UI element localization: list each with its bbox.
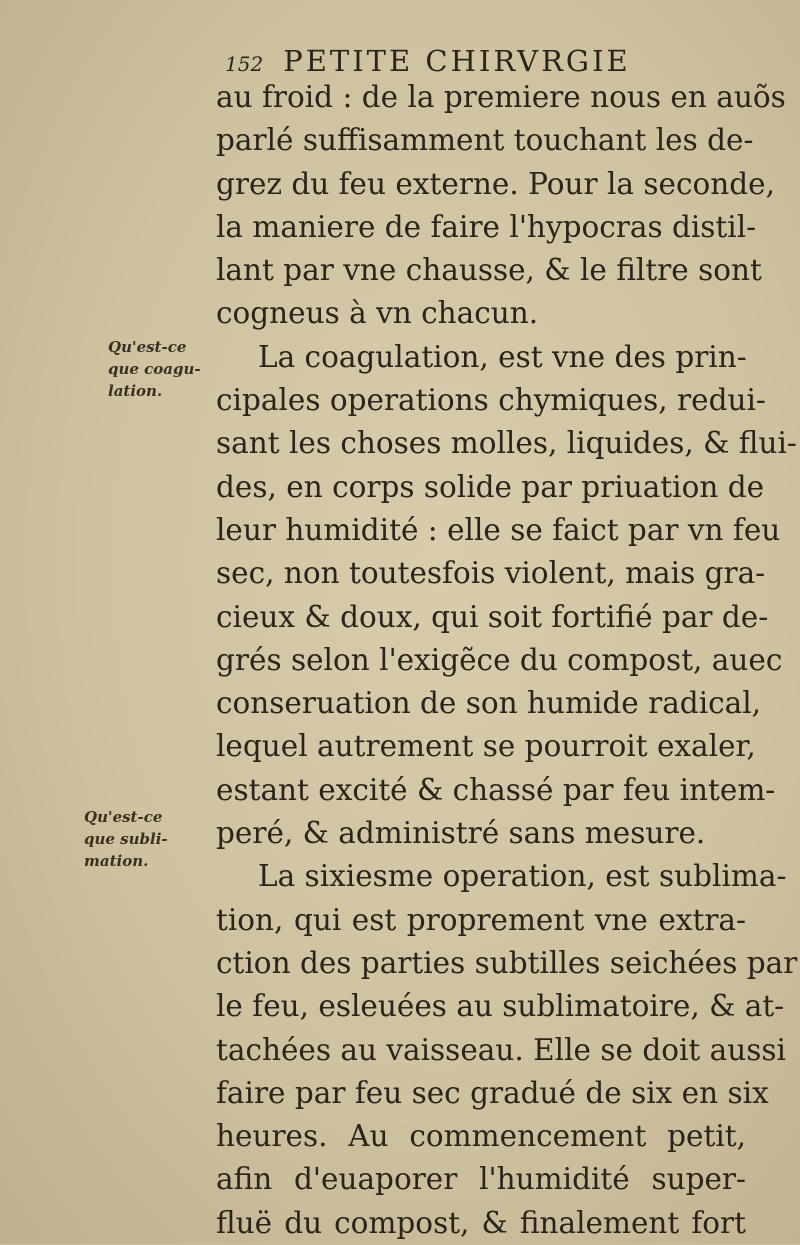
text-line: estant excité & chassé par feu intem-	[216, 772, 776, 807]
text-line: faire par feu sec gradué de six en six	[216, 1075, 769, 1110]
margin-note-coagulation	[108, 336, 201, 402]
margin-note-sublimation	[84, 806, 168, 872]
text-line: cipales operations chymiques, redui-	[216, 383, 766, 418]
text-line: au froid : de la premiere nous en auõs	[216, 80, 786, 114]
text-line: grez du feu externe. Pour la seconde,	[216, 166, 775, 201]
text-line: sant les choses molles, liquides, & flui-	[216, 426, 797, 461]
text-line: grés selon l'exigẽce du compost, auec	[216, 642, 783, 677]
text-line: le feu, esleuées au sublimatoire, & at-	[216, 989, 785, 1024]
text-line: la maniere de faire l'hypocras distil-	[216, 209, 757, 244]
text-line: lant par vne chausse, & le filtre sont	[216, 253, 762, 288]
margin-note-line: que subli-	[84, 830, 168, 848]
page-number: 152	[225, 52, 264, 76]
margin-note-line: Qu'est-ce	[108, 338, 187, 356]
text-line: lequel autrement se pourroit exaler,	[216, 729, 756, 764]
text-line: ction des parties subtilles seichées par	[216, 945, 798, 980]
margin-note-line: que coagu-	[108, 360, 201, 378]
text-line: parlé suffisamment touchant les de-	[216, 123, 754, 158]
text-line: sec, non toutesfois violent, mais gra-	[216, 556, 766, 591]
paragraph-start-line: La sixiesme operation, est sublima-	[258, 859, 787, 894]
body-text	[216, 76, 798, 1245]
paragraph-start-line: La coagulation, est vne des prin-	[258, 339, 747, 374]
text-line: afin d'euaporer l'humidité super-	[216, 1162, 746, 1197]
running-title: PETITE CHIRVRGIE	[283, 44, 631, 78]
text-line: heures. Au commencement petit,	[216, 1119, 746, 1154]
text-line: cieux & doux, qui soit fortifié par de-	[216, 599, 769, 634]
text-line: fluë du compost, & finalement fort	[216, 1205, 746, 1240]
text-line: des, en corps solide par priuation de	[216, 469, 765, 504]
margin-note-line: mation.	[84, 852, 149, 870]
text-line: peré, & administré sans mesure.	[216, 816, 706, 851]
text-line: tachées au vaisseau. Elle se doit aussi	[216, 1032, 786, 1067]
margin-note-line: Qu'est-ce	[84, 808, 163, 826]
text-line: leur humidité : elle se faict par vn feu	[216, 512, 781, 547]
margin-note-line: lation.	[108, 382, 163, 400]
text-line: tion, qui est proprement vne extra-	[216, 902, 746, 937]
text-line: conseruation de son humide radical,	[216, 686, 762, 721]
text-line: cogneus à vn chacun.	[216, 296, 539, 331]
